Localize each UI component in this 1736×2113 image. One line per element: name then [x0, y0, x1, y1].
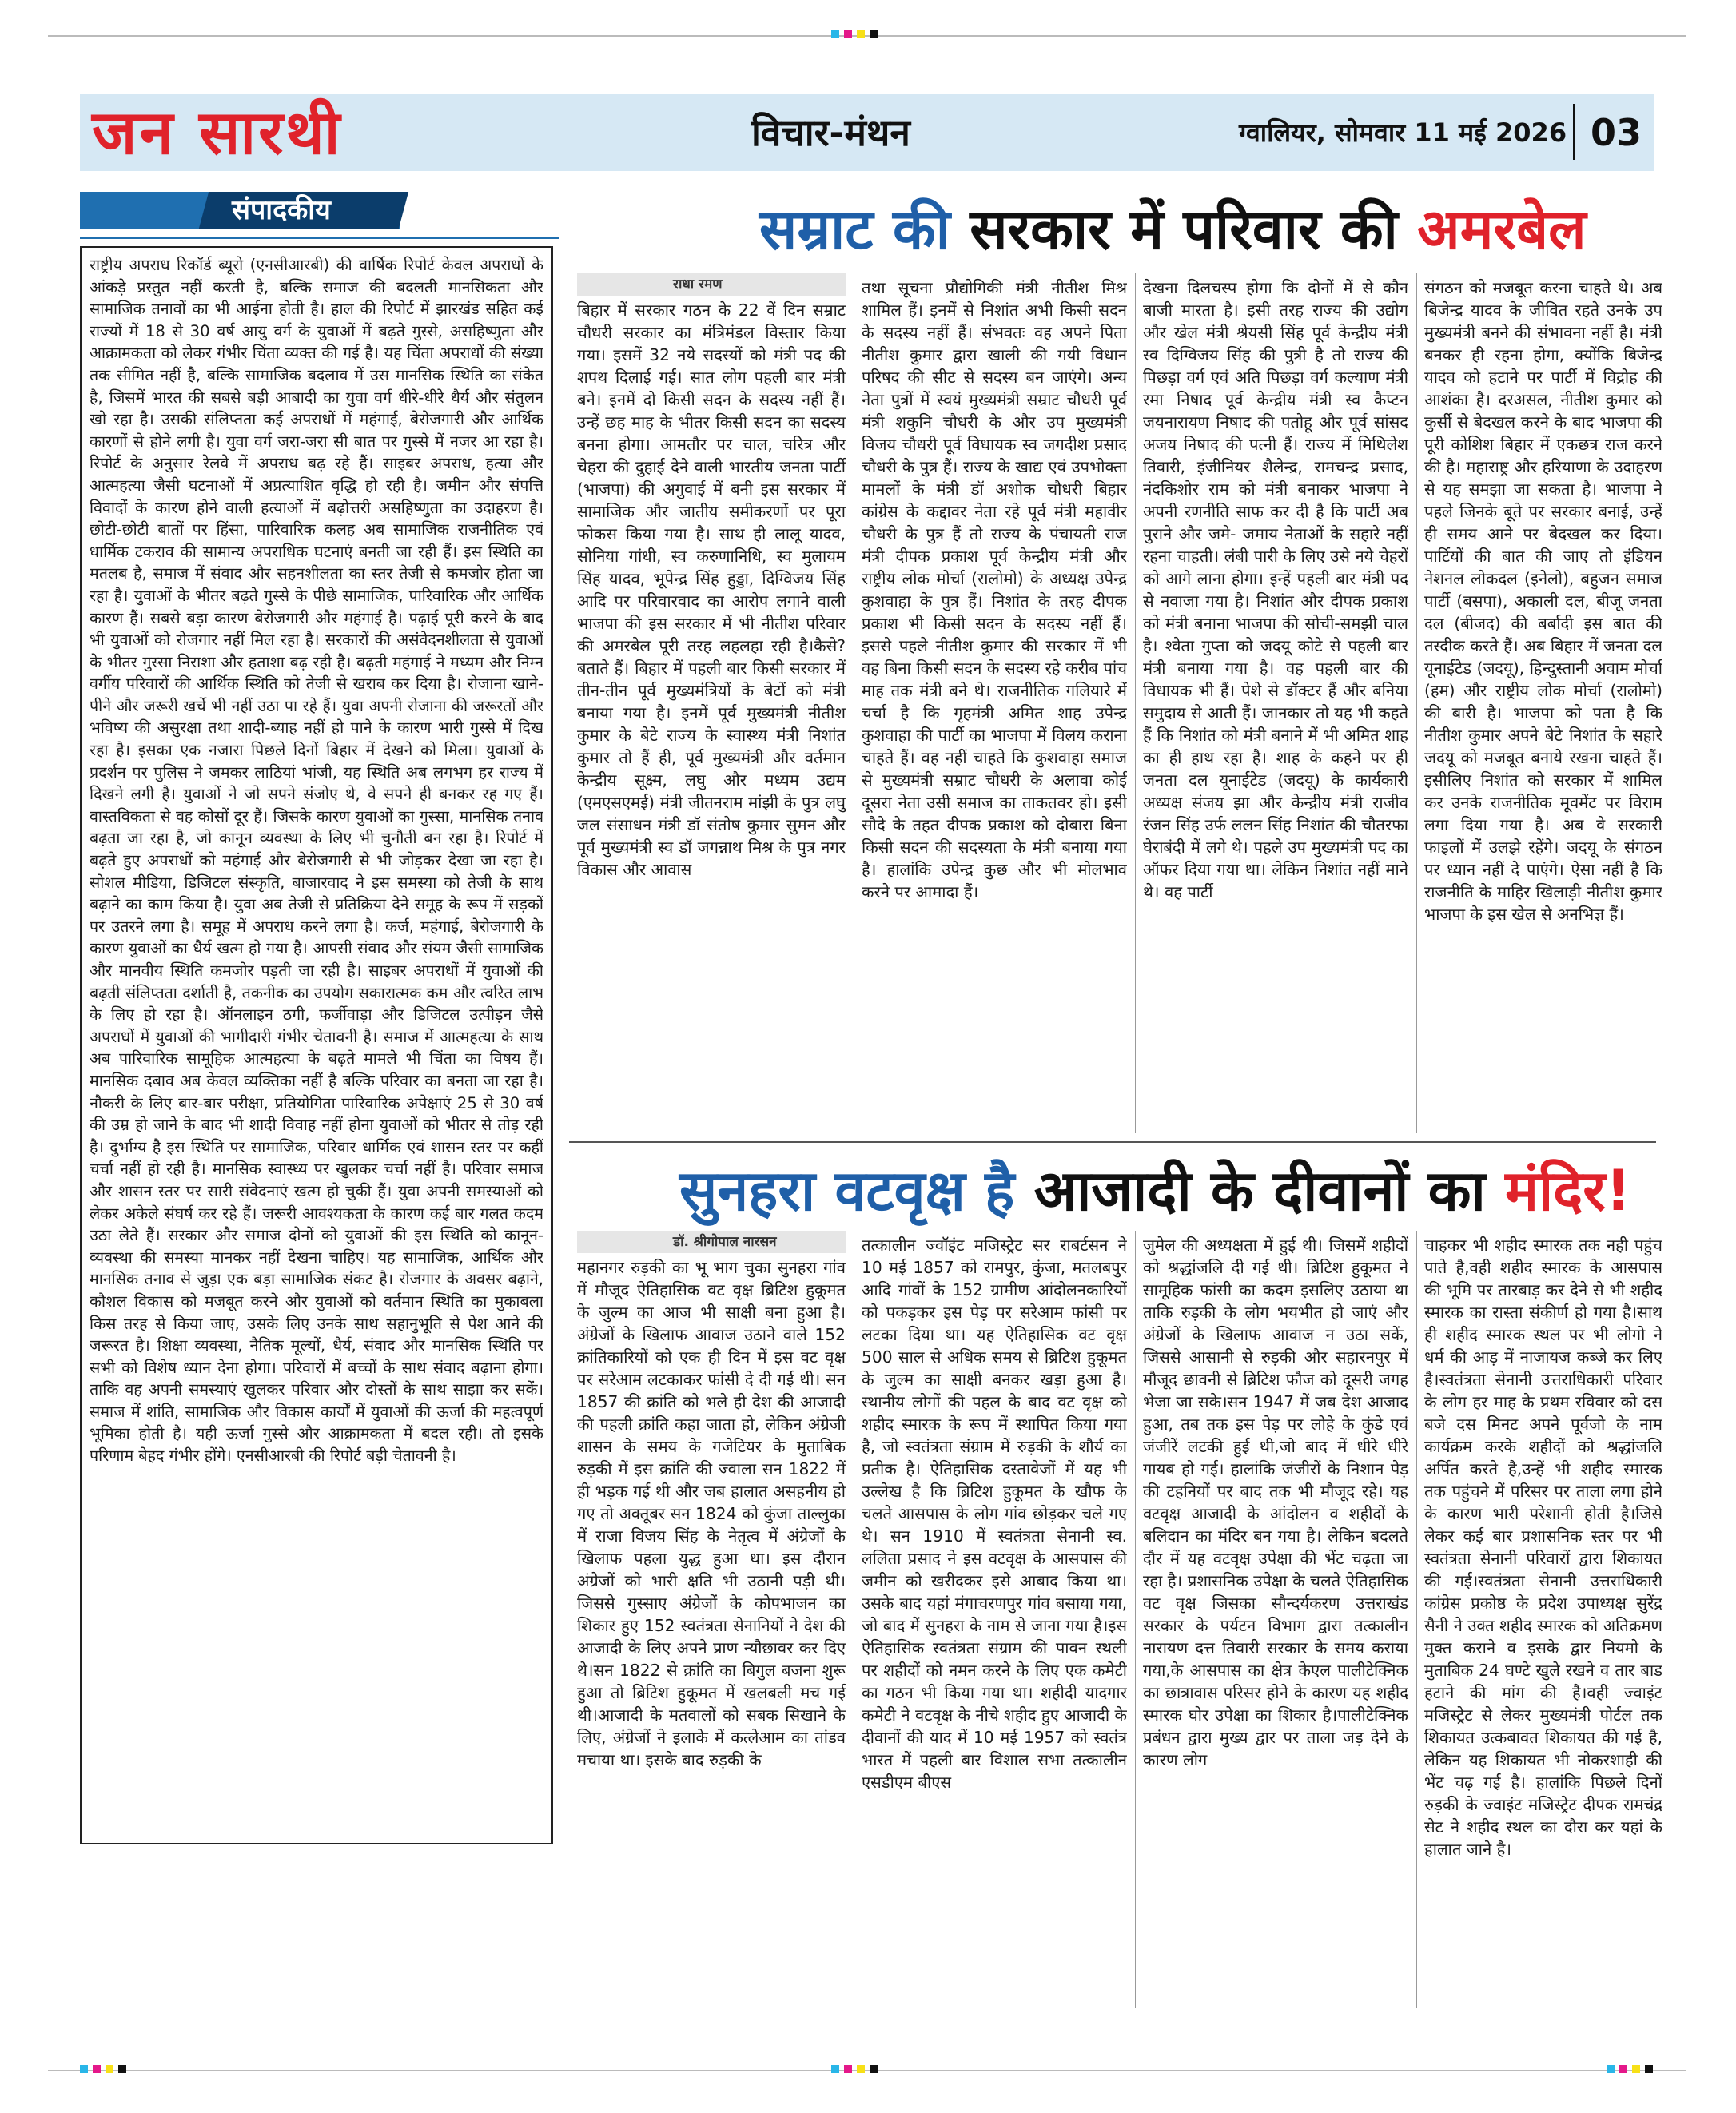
column-rule [1416, 273, 1417, 1133]
article2-column-4: चाहकर भी शहीद स्मारक तक नही पहुंच पाते है,वही शहीद स्मारक के आसपास की भूमि पर तारबाड़ कर देने से भी शहीद स्मारक का रास्ता संकीर्ण हो गया है।साथ ही शहीद स्मारक स्थल पर भी लोगो ने धर्म की आड़ में नाजायज कब्जे कर लिए है।स्वतंत्रता सेनानी उत्तराधिकारी परिवार के लोग हर माह के प्रथम रविवार को दस बजे दस मिनट अपने पूर्वजो के नाम कार्यक्रम करके शहीदों को श्रद्धांजलि अर्पित करते है,उन्हें भी शहीद स्मारक तक पहुंचने में परिसर पर ताला लगा होने के कारण भारी परेशानी होती है।जिसे लेकर कई बार प्रशासनिक स्तर पर भी स्वतंत्रता सेनानी परिवारों द्वारा शिकायत की गई।स्वतंत्रता सेनानी उत्तराधिकारी कांग्रेस प्रकोष्ठ के प्रदेश उपाध्यक्ष सुरेंद्र सैनी ने उक्त शहीद स्मारक को अतिक्रमण मुक्त कराने व इसके द्वार नियमो के मुताबिक 24 घण्टे खुले रखने व तार बाड हटाने की मांग की है।वही ज्वाइंट मजिस्ट्रेट से लेकर मुख्यमंत्री पोर्टल तक शिकायत उत्कबावत शिकायत की गई है, लेकिन यह शिकायत भी नोकरशाही की भेंट चढ़ गई है। हालांकि पिछले दिनों रुड़की के ज्वाइंट मजिस्ट्रेट दीपक रामचंद्र सेट ने शहीद स्थल का दौरा कर यहां के हालात जाने है। [1424, 1236, 1662, 1859]
color-register-marks-bottom-left [80, 2065, 126, 2073]
page-number: 03 [1591, 111, 1642, 154]
dateline: ग्वालियर, सोमवार 11 मई 2026 [1239, 117, 1567, 148]
article1-headline-part3: अमरबेल [1417, 197, 1587, 262]
color-register-marks-top [831, 30, 878, 38]
article2-column-3: जुमेल की अध्यक्षता में हुई थी। जिसमें शहीदों को श्रद्धांजलि दी गई थी। ब्रिटिश हुकूमत ने सामूहिक फांसी का कदम इसलिए उठाया था ताकि रुड़की के लोग भयभीत हो जाएं और अंग्रेजों के खिलाफ आवाज न उठा सकें, जिससे आसानी से रुड़की और सहारनपुर में मौजूद छावनी से ब्रिटिश फौज को दूसरी जगह भेजा जा सके।सन 1947 में जब देश आजाद हुआ, तब तक इस पेड़ पर लोहे के कुंडे एवं जंजीरें लटकी हुई थी,जो बाद में धीरे धीरे गायब हो गई। हालांकि जंजीरों के निशान पेड़ की टहनियों पर बाद तक भी मौजूद रहे। यह वटवृक्ष आजादी के आंदोलन व शहीदों के बलिदान का मंदिर बन गया है। लेकिन बदलते दौर में यह वटवृक्ष उपेक्षा की भेंट चढ़ता जा रहा है। प्रशासनिक उपेक्षा के चलते ऐतिहासिक वट वृक्ष जिसका सौन्दर्यकरण उत्तराखंड सरकार के पर्यटन विभाग द्वारा तत्कालीन नारायण दत्त तिवारी सरकार के समय कराया गया,के आसपास का क्षेत्र केएल पालीटेक्निक का छात्रावास परिसर होने के कारण यह शहीद स्मारक घोर उपेक्षा का शिकार है।पालीटेक्निक प्रबंधन द्वारा मुख्य द्वार पर ताला जड़ देने के कारण लोग [1143, 1236, 1408, 1769]
page-number-divider [1573, 104, 1575, 160]
article1-byline: राधा रमण [577, 273, 846, 296]
article2-headline-part1: सुनहरा वटवृक्ष है [679, 1158, 1015, 1224]
article2-headline-part2: आजादी के दीवानों का [1014, 1158, 1506, 1224]
article2-column-2: तत्कालीन ज्वॉइंट मजिस्ट्रेट सर राबर्टसन ने 10 मई 1857 को रामपुर, कुंजा, मतलबपुर आदि गांवों के 152 ग्रामीण आंदोलनकारियों को पकड़कर इस पेड़ पर सरेआम फांसी पर लटका दिया था। यह ऐतिहासिक वट वृक्ष 500 साल से अधिक समय से ब्रिटिश हुकूमत के जुल्म का साक्षी बनकर खड़ा हुआ है। स्थानीय लोगों की पहल के बाद वट वृक्ष को शहीद स्मारक के रूप में स्थापित किया गया है, जो स्वतंत्रता संग्राम में रुड़की के शौर्य का प्रतीक है। ऐतिहासिक दस्तावेजों में यह भी उल्लेख है कि ब्रिटिश हुकूमत के खौफ के चलते आसपास के लोग गांव छोड़कर चले गए थे। सन 1910 में स्वतंत्रता सेनानी स्व. ललिता प्रसाद ने इस वटवृक्ष के आसपास की जमीन को खरीदकर इसे आबाद किया था। उसके बाद यहां मंगाचरणपुर गांव बसाया गया, जो बाद में सुनहरा के नाम से जाना गया है।इस ऐतिहासिक स्वतंत्रता संग्राम की पावन स्थली पर शहीदों को नमन करने के लिए एक कमेटी का गठन भी किया गया था। शहीदी यादगार कमेटी ने वटवृक्ष के नीचे शहीद हुए आजादी के दीवानों की याद में 10 मई 1957 को स्वतंत्र भारत में पहली बार विशाल सभा तत्कालीन एसडीएम बीएस [862, 1236, 1127, 1792]
article2-column-1: महानगर रुड़की का भू भाग चुका सुनहरा गांव में मौजूद ऐतिहासिक वट वृक्ष ब्रिटिश हुकूमत के जुल्म का आज भी साक्षी बना हुआ है। अंग्रेजों के खिलाफ आवाज उठाने वाले 152 क्रांतिकारियों को एक ही दिन में इस वट वृक्ष पर सरेआम लटकाकर फांसी दे दी गई थी। सन 1857 की क्रांति को भले ही देश की आजादी की पहली क्रांति कहा जाता हो, लेकिन अंग्रेजी शासन के समय के गजेटियर के मुताबिक रुड़की में इस क्रांति की ज्वाला सन 1822 में ही भड़क गई थी और जब हालात असहनीय हो गए तो अक्तूबर सन 1824 को कुंजा ताल्लुका में राजा विजय सिंह के नेतृत्व में अंग्रेजों के खिलाफ पहला युद्ध हुआ था। इस दौरान अंग्रेजों को भारी क्षति भी उठानी पड़ी थी। जिससे गुस्साए अंग्रेजों के कोपभाजन का शिकार हुए 152 स्वतंत्रता सेनानियों ने देश की आजादी के लिए अपने प्राण न्यौछावर कर दिए थे।सन 1822 से क्रांति का बिगुल बजना शुरू हुआ तो ब्रिटिश हुकूमत में खलबली मच गई थी।आजादी के मतवालों को सबक सिखाने के लिए, अंग्रेजों ने इलाके में कत्लेआम का तांडव मचाया था। इसके बाद रुड़की के [577, 1258, 846, 1769]
column-rule [1135, 1231, 1136, 2008]
editorial-body: राष्ट्रीय अपराध रिकॉर्ड ब्यूरो (एनसीआरबी) की वार्षिक रिपोर्ट केवल अपराधों के आंकड़े प्रस्तुत नहीं करती है, बल्कि समाज की बदलती मानसिकता और सामाजिक तनावों का भी आईना होती है। हाल की रिपोर्ट में झारखंड सहित कई राज्यों में 18 से 30 वर्ष आयु वर्ग के युवाओं में बढ़ते गुस्से, असहिष्णुता और आक्रामकता को लेकर गंभीर चिंता व्यक्त की गई है। यह चिंता अपराधों की संख्या तक सीमित नहीं है, बल्कि सामाजिक बदलाव में उस मानसिक स्थिति का संकेत है, जिसमें भारत की सबसे बड़ी आबादी का युवा वर्ग धीरे-धीरे धैर्य और संतुलन खो रहा है। उसकी संलिप्तता कई अपराधों में महंगाई, बेरोजगारी और आर्थिक कारणों से होने लगी है। युवा वर्ग जरा-जरा सी बात पर गुस्से में नजर आ रहा है। रिपोर्ट के अनुसार रेलवे में अपराध बढ़ रहे हैं। साइबर अपराध, हत्या और आत्महत्या जैसी घटनाओं में अप्रत्याशित वृद्धि हो रही है। जमीन और संपत्ति विवादों के कारण होने वाली हत्याओं में बढ़ोत्तरी असहिष्णुता का उदाहरण है। छोटी-छोटी बातों पर हिंसा, पारिवारिक कलह अब सामाजिक राजनीतिक एवं धार्मिक टकराव की सामान्य अपराधिक घटनाएं बनती जा रही हैं। इस स्थिति का मतलब है, समाज में संवाद और सहनशीलता का स्तर तेजी से कमजोर होता जा रहा है। युवाओं के भीतर बढ़ते गुस्से के पीछे सामाजिक, पारिवारिक और आर्थिक कारण हैं। सबसे बड़ा कारण बेरोजगारी और महंगाई है। पढ़ाई पूरी करने के बाद भी युवाओं को रोजगार नहीं मिल रहा है। सरकारों की असंवेदनशीलता से युवाओं के भीतर गुस्सा निराशा और हताशा बढ़ रही है। बढ़ती महंगाई ने मध्यम और निम्न वर्गीय परिवारों की आर्थिक स्थिति को तेजी से खराब कर दिया है। रोजाना खाने-पीने और जरूरी खर्चे भी नहीं उठा पा रहे हैं। युवा अपनी रोजाना की जरूरतों और भविष्य की असुरक्षा तथा शादी-ब्याह नहीं हो पाने के कारण भारी गुस्से में दिख रहा है। इसका एक नजारा पिछले दिनों बिहार में देखने को मिला। युवाओं के प्रदर्शन पर पुलिस ने जमकर लाठियां भांजी, यह स्थिति अब लगभग हर राज्य में दिखने लगी है। युवाओं ने जो सपने संजोए थे, वे सपने ही बनकर रह गए हैं। वास्तविकता से वह कोसों दूर हैं। जिसके कारण युवाओं का गुस्सा, मानसिक तनाव बढ़ता जा रहा है, जो कानून व्यवस्था के लिए भी चुनौती बन रहा है। रिपोर्ट में बढ़ते हुए अपराधों को महंगाई और बेरोजगारी से भी जोड़कर देखा जा रहा है। सोशल मीडिया, डिजिटल संस्कृति, बाजारवाद ने इस समस्या को तेजी के साथ बढ़ाने का काम किया है। युवा अब तेजी से प्रतिक्रिया देने समूह के रूप में सड़कों पर उतरने लगा है। समूह में अपराध करने लगा है। कर्ज, महंगाई, बेरोजगारी के कारण युवाओं का धैर्य खत्म हो गया है। आपसी संवाद और संयम जैसी सामाजिक और मानवीय स्थिति कमजोर पड़ती जा रही है। साइबर अपराधों में युवाओं की बढ़ती संलिप्तता दर्शाती है, तकनीक का उपयोग सकारात्मक कम और त्वरित लाभ के लिए हो रहा है। ऑनलाइन ठगी, फर्जीवाड़ा और डिजिटल उत्पीड़न जैसे अपराधों में युवाओं की भागीदारी गंभीर चेतावनी है। समाज में आत्महत्या के साथ अब पारिवारिक सामूहिक आत्महत्या के बढ़ते मामले भी चिंता का विषय हैं। मानसिक दबाव अब केवल व्यक्तिका नहीं है बल्कि परिवार का बनता जा रहा है। नौकरी के लिए बार-बार परीक्षा, प्रतियोगिता पारिवारिक अपेक्षाएं 25 से 30 वर्ष की उम्र हो जाने के बाद भी शादी विवाह नहीं होना युवाओं को भीतर से तोड़ रही है। दुर्भाग्य है इस स्थिति पर सामाजिक, परिवार धार्मिक एवं शासन स्तर पर कहीं चर्चा नहीं हो रही है। मानसिक स्वास्थ्य पर खुलकर चर्चा नहीं है। परिवार समाज और शासन स्तर पर सारी संवेदनाएं खत्म हो चुकी हैं। युवा अपनी समस्याओं को लेकर अकेले संघर्ष कर रहे हैं। जरूरी आवश्यकता के कारण कई बार गलत कदम उठा लेते हैं। सरकार और समाज दोनों को युवाओं की इस स्थिति को कानून-व्यवस्था की समस्या मानकर नहीं देखना चाहिए। यह सामाजिक, आर्थिक और मानसिक तनाव से जुड़ा एक बड़ा सामाजिक संकट है। रोजगार के अवसर बढ़ाने, कौशल विकास को मजबूत करने और युवाओं को वर्तमान स्थिति का मुकाबला किस तरह से किया जाए, उसके लिए उनके साथ सहानुभूति से पेश आने की जरूरत है। शिक्षा व्यवस्था, नैतिक मूल्यों, धैर्य, संवाद और मानसिक स्थिति पर सभी को विशेष ध्यान देना होगा। परिवारों में बच्चों के साथ संवाद बढ़ाना होगा। ताकि वह अपनी समस्याएं खुलकर परिवार और दोस्तों के साथ साझा कर सकें। समाज में शांति, सामाजिक और विकास कार्यों में युवाओं की ऊर्जा की महत्वपूर्ण भूमिका होती है। यही ऊर्जा गुस्से और आक्रामकता में बदल रही। तो इसके परिणाम बेहद गंभीर होंगे। एनसीआरबी की रिपोर्ट बड़ी चेतावनी है। [90, 256, 543, 1466]
article1-column-2: तथा सूचना प्रौद्योगिकी मंत्री नीतीश मिश्र शामिल हैं। इनमें से निशांत अभी किसी सदन के सदस्य नहीं हैं। संभवतः वह अपने पिता नीतीश कुमार द्वारा खाली की गयी विधान परिषद की सीट से सदस्य बन जाएंगे। अन्य नेता पुत्रों में स्वयं मुख्यमंत्री सम्राट चौधरी पूर्व मंत्री शकुनि चौधरी के और उप मुख्यमंत्री विजय चौधरी पूर्व विधायक स्व जगदीश प्रसाद चौधरी के पुत्र हैं। राज्य के खाद्य एवं उपभोक्ता मामलों के मंत्री डॉ अशोक चौधरी बिहार कांग्रेस के कद्दावर नेता रहे पूर्व मंत्री महावीर चौधरी के पुत्र हैं तो राज्य के पंचायती राज मंत्री दीपक प्रकाश पूर्व केन्द्रीय मंत्री और राष्ट्रीय लोक मोर्चा (रालोमो) के अध्यक्ष उपेन्द्र कुशवाहा के पुत्र हैं। निशांत के तरह दीपक प्रकाश भी किसी सदन के सदस्य नहीं हैं। इससे पहले नीतीश कुमार की सरकार में भी वह बिना किसी सदन के सदस्य रहे करीब पांच माह तक मंत्री बने थे। राजनीतिक गलियारे में चर्चा है कि गृहमंत्री अमित शाह उपेन्द्र कुशवाहा की पार्टी का भाजपा में विलय कराना चाहते हैं। वह नहीं चाहते कि कुशवाहा समाज से मुख्यमंत्री सम्राट चौधरी के अलावा कोई दूसरा नेता उसी समाज का ताकतवर हो। इसी सौदे के तहत दीपक प्रकाश को दोबारा बिना किसी सदन की सदस्यता के मंत्री बनाया गया है। हालांकि उपेन्द्र कुछ और भी मोलभाव करने पर आमादा हैं। [862, 278, 1127, 901]
column-rule [1135, 273, 1136, 1133]
color-register-marks-bottom-center [831, 2065, 878, 2073]
article2-headline [679, 1155, 1631, 1227]
editorial-label: संपादकीय [232, 194, 331, 226]
article1-headline-part2: सरकार में परिवार की [950, 197, 1418, 262]
article1-column-4: संगठन को मजबूत करना चाहते थे। अब बिजेन्द्र यादव के जीवित रहते उनके उप मुख्यमंत्री बनने की संभावना नहीं है। मंत्री बनकर ही रहना होगा, क्योंकि बिजेन्द्र यादव को हटाने पर पार्टी में विद्रोह की आशंका है। दरअसल, नीतीश कुमार को कुर्सी से बेदखल करने के बाद भाजपा की पूरी कोशिश बिहार में एकछत्र राज करने की है। महाराष्ट्र और हरियाणा के उदाहरण से यह समझा जा सकता है। भाजपा ने पहले जिनके बूते पर सरकार बनाई, उन्हें ही समय आने पर बेदखल कर दिया। पार्टियों की बात की जाए तो इंडियन नेशनल लोकदल (इनेलो), बहुजन समाज पार्टी (बसपा), अकाली दल, बीजू जनता दल (बीजद) की बर्बादी इस बात की तस्दीक करते हैं। अब बिहार में जनता दल यूनाईटेड (जदयू), हिन्दुस्तानी अवाम मोर्चा (हम) और राष्ट्रीय लोक मोर्चा (रालोमो) की बारी है। भाजपा को पता है कि नीतीश कुमार अपने बेटे निशांत के सहारे जदयू को मजबूत बनाये रखना चाहते हैं। इसीलिए निशांत को सरकार में शामिल कर उनके राजनीतिक मूवमेंट पर विराम लगा दिया गया है। अब वे सरकारी फाइलों में उलझे रहेंगे। जदयू के संगठन पर ध्यान नहीं दे पाएंगे। ऐसा नहीं है कि राजनीति के माहिर खिलाड़ी नीतीश कुमार भाजपा के इस खेल से अनभिज्ञ हैं। [1424, 278, 1662, 924]
editorial-underline [80, 237, 559, 239]
article1-headline-part1: सम्राट की [759, 197, 950, 262]
masthead-logo: जन सारथी [92, 97, 343, 168]
section-title: विचार-मंथन [751, 111, 910, 154]
article-separator [569, 1141, 1656, 1143]
article2-headline-part3: मंदिर! [1505, 1158, 1631, 1224]
article1-headline [759, 193, 1587, 265]
article1-column-1: बिहार में सरकार गठन के 22 वें दिन सम्राट चौधरी सरकार का मंत्रिमंडल विस्तार किया गया। इसमें 32 नये सदस्यों को मंत्री पद की शपथ दिलाई गई। सात लोग पहली बार मंत्री बने। इनमें दो किसी सदन के सदस्य नहीं हैं। उन्हें छह माह के भीतर किसी सदन का सदस्य बनना होगा। आमतौर पर चाल, चरित्र और चेहरा की दुहाई देने वाली भारतीय जनता पार्टी (भाजपा) की अगुवाई में बनी इस सरकार में सामाजिक और जातीय समीकरणों पर पूरा फोकस किया गया है। साथ ही लालू यादव, सोनिया गांधी, स्व करुणानिधि, स्व मुलायम सिंह यादव, भूपेन्द्र सिंह हुड्डा, दिग्विजय सिंह आदि पर परिवारवाद का आरोप लगाने वाली भाजपा की इस सरकार में भी नीतीश परिवार की अमरबेल पूरी तरह लहलहा रही है।कैसे? बताते हैं। बिहार में पहली बार किसी सरकार में तीन-तीन पूर्व मुख्यमंत्रियों के बेटों को मंत्री बनाया गया है। इनमें पूर्व मुख्यमंत्री नीतीश कुमार के बेटे राज्य के स्वास्थ्य मंत्री निशांत कुमार तो हैं ही, पूर्व मुख्यमंत्री और वर्तमान केन्द्रीय सूक्ष्म, लघु और मध्यम उद्यम (एमएसएमई) मंत्री जीतनराम मांझी के पुत्र लघु जल संसाधन मंत्री डॉ संतोष कुमार सुमन और पूर्व मुख्यमंत्री स्व डॉ जगन्नाथ मिश्र के पुत्र नगर विकास और आवास [577, 300, 846, 879]
article1-column-3: देखना दिलचस्प होगा कि दोनों में से कौन बाजी मारता है। इसी तरह राज्य की उद्योग और खेल मंत्री श्रेयसी सिंह पूर्व केन्द्रीय मंत्री स्व दिग्विजय सिंह की पुत्री है तो राज्य की पिछड़ा वर्ग एवं अति पिछड़ा वर्ग कल्याण मंत्री रमा निषाद पूर्व केन्द्रीय मंत्री स्व कैप्टन जयनारायण निषाद की पतोहू और पूर्व सांसद अजय निषाद की पत्नी हैं। राज्य में मिथिलेश तिवारी, इंजीनियर शैलेन्द्र, रामचन्द्र प्रसाद, नंदकिशोर राम को मंत्री बनाकर भाजपा ने अपनी रणनीति साफ कर दी है कि पार्टी अब पुराने और जमे- जमाय नेताओं के सहारे नहीं रहना चाहती। लंबी पारी के लिए उसे नये चेहरों को आगे लाना होगा। इन्हें पहली बार मंत्री पद से नवाजा गया है। निशांत और दीपक प्रकाश को मंत्री बनाना भाजपा की सोची-समझी चाल है। श्वेता गुप्ता को जदयू कोटे से पहली बार मंत्री बनाया गया है। वह पहली बार की विधायक भी हैं। पेशे से डॉक्टर हैं और बनिया समुदाय से आती हैं। जानकार तो यह भी कहते हैं कि निशांत को मंत्री बनाने में भी अमित शाह का ही हाथ रहा है। शाह के कहने पर ही जनता दल यूनाईटेड (जदयू) के कार्यकारी अध्यक्ष संजय झा और केन्द्रीय मंत्री राजीव रंजन सिंह उर्फ ललन सिंह निशांत की चौतरफा घेराबंदी में लगे थे। पहले उप मुख्यमंत्री पद का ऑफर दिया गया था। लेकिन निशांत नहीं माने थे। वह पार्टी [1143, 278, 1408, 901]
color-register-marks-bottom-right [1607, 2065, 1653, 2073]
article2-byline: डॉ. श्रीगोपाल नारसन [577, 1231, 846, 1253]
column-rule [1416, 1231, 1417, 2008]
